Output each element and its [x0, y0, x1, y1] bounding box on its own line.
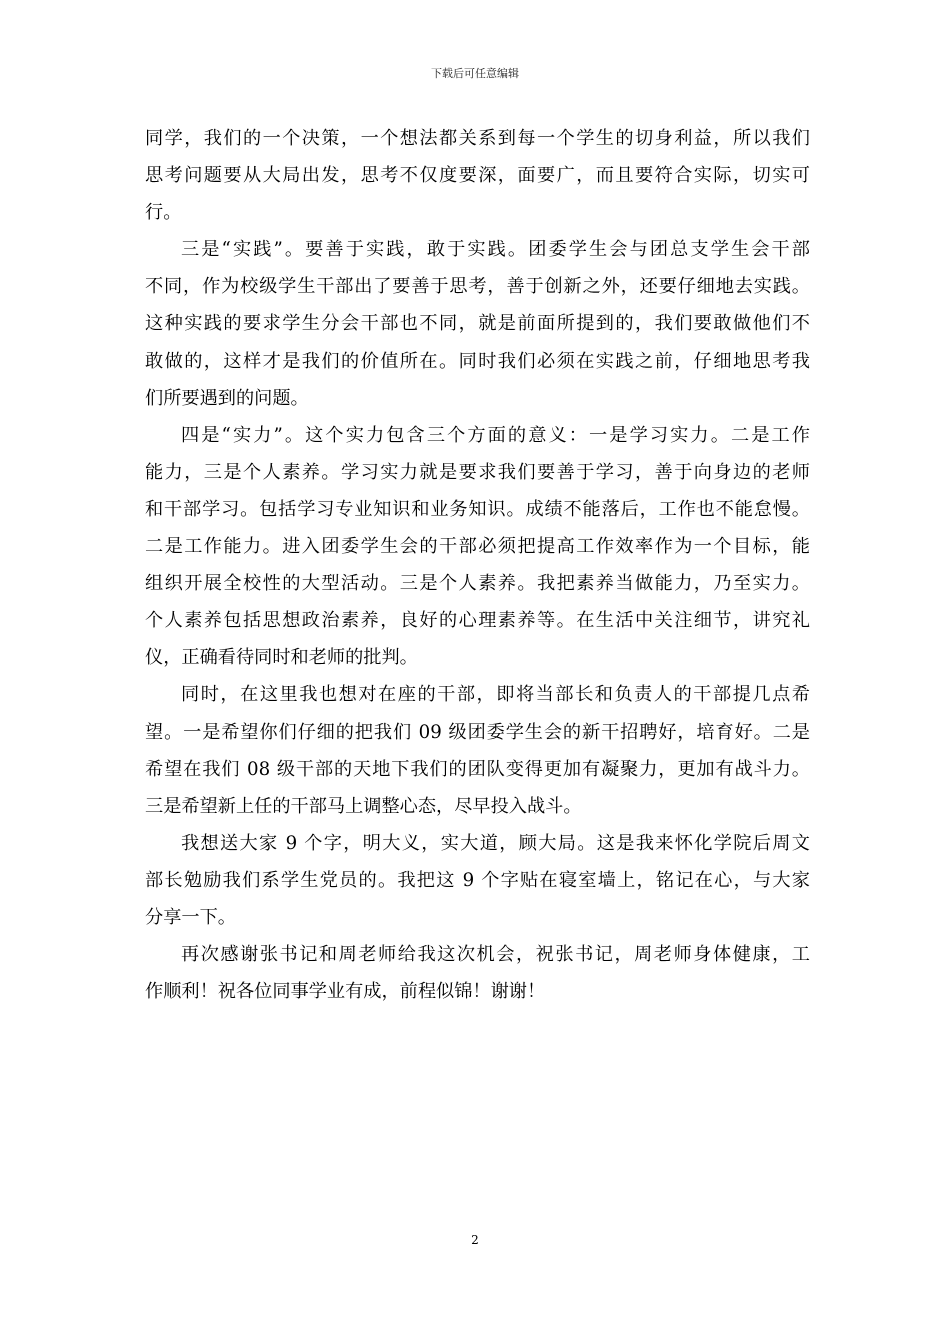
- text-line: 行。: [145, 202, 182, 224]
- text-line: 望。一是希望你们仔细的把我们 09 级团委学生会的新干招聘好，培育好。二是: [145, 721, 810, 743]
- text-line: 二是工作能力。进入团委学生会的干部必须把提高工作效率作为一个目标，能: [145, 536, 810, 558]
- document-body: [145, 120, 810, 1010]
- text-line: 不同，作为校级学生干部出了要善于思考，善于创新之外，还要仔细地去实践。: [145, 276, 810, 298]
- text-line: 分享一下。: [145, 906, 236, 928]
- text-line: 再次感谢张书记和周老师给我这次机会，祝张书记，周老师身体健康，工: [181, 944, 810, 966]
- text-line: 思考问题要从大局出发，思考不仅度要深，面要广，而且要符合实际，切实可: [145, 165, 810, 187]
- paragraph: [145, 936, 810, 1010]
- paragraph: [145, 231, 810, 416]
- text-line: 和干部学习。包括学习专业知识和业务知识。成绩不能落后，工作也不能怠慢。: [145, 498, 810, 520]
- paragraph: [145, 676, 810, 824]
- text-line: 仪，正确看待同时和老师的批判。: [145, 647, 418, 669]
- text-line: 能力，三是个人素养。学习实力就是要求我们要善于学习，善于向身边的老师: [145, 461, 810, 483]
- text-line: 同时，在这里我也想对在座的干部，即将当部长和负责人的干部提几点希: [181, 684, 810, 706]
- page-header: 下载后可任意编辑: [431, 67, 519, 80]
- text-line: 组织开展全校性的大型活动。三是个人素养。我把素养当做能力，乃至实力。: [145, 573, 810, 595]
- text-line: 个人素养包括思想政治素养，良好的心理素养等。在生活中关注细节，讲究礼: [145, 610, 810, 632]
- paragraph: [145, 120, 810, 231]
- paragraph: [145, 825, 810, 936]
- text-line: 们所要遇到的问题。: [145, 387, 309, 409]
- text-line: 希望在我们 08 级干部的天地下我们的团队变得更加有凝聚力，更加有战斗力。: [145, 758, 810, 780]
- paragraph: [145, 417, 810, 677]
- text-line: 这种实践的要求学生分会干部也不同，就是前面所提到的，我们要敢做他们不: [145, 313, 810, 335]
- text-line: 同学，我们的一个决策，一个想法都关系到每一个学生的切身利益，所以我们: [145, 128, 810, 149]
- text-line: 四是“实力”。这个实力包含三个方面的意义：一是学习实力。二是工作: [181, 424, 810, 446]
- text-line: 作顺利！祝各位同事学业有成，前程似锦！谢谢！: [145, 981, 546, 1003]
- text-line: 三是希望新上任的干部马上调整心态，尽早投入战斗。: [145, 795, 582, 817]
- page-number: 2: [471, 1233, 479, 1247]
- text-line: 三是“实践”。要善于实践，敢于实践。团委学生会与团总支学生会干部: [181, 239, 810, 261]
- text-line: 部长勉励我们系学生党员的。我把这 9 个字贴在寝室墙上，铭记在心，与大家: [145, 869, 810, 891]
- text-line: 我想送大家 9 个字，明大义，实大道，顾大局。这是我来怀化学院后周文: [181, 832, 810, 854]
- text-line: 敢做的，这样才是我们的价值所在。同时我们必须在实践之前，仔细地思考我: [145, 350, 810, 372]
